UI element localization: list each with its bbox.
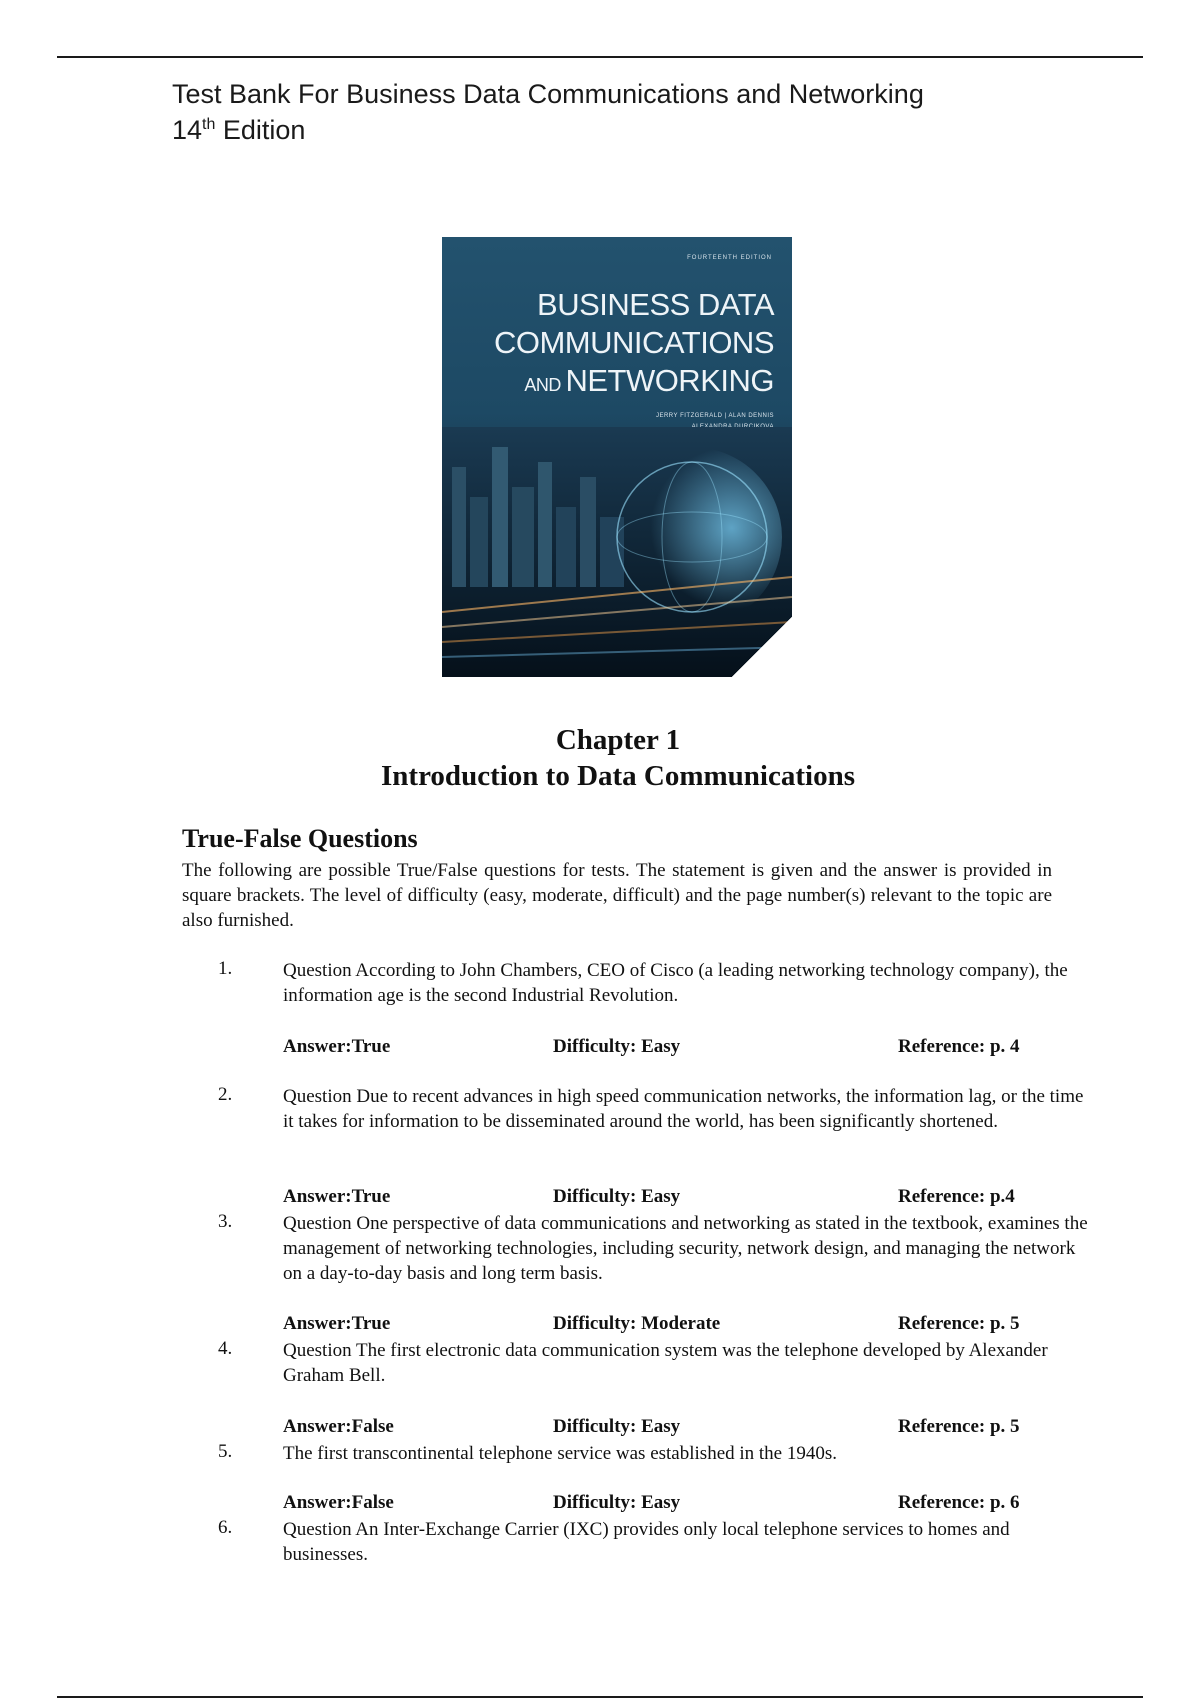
difficulty-label: Difficulty: Moderate [553, 1313, 721, 1334]
question-number: 5. [218, 1441, 233, 1462]
cover-authors-line1: JERRY FITZGERALD | ALAN DENNIS [655, 413, 774, 419]
edition-number: 14 [172, 115, 203, 145]
question-text: Question The first electronic data communication system was the telephone developed by Alexander Graham Bell. [283, 1340, 1048, 1386]
difficulty-label: Difficulty: Easy [553, 1186, 681, 1207]
question-number: 4. [218, 1338, 233, 1359]
reference-label: Reference: p. 4 [898, 1036, 1020, 1057]
reference-label: Reference: p. 6 [898, 1492, 1020, 1513]
answer-label: Answer:False [283, 1492, 394, 1513]
book-cover-image [442, 237, 792, 677]
chapter-number: Chapter 1 [555, 724, 681, 756]
question-text: The first transcontinental telephone service was established in the 1940s. [283, 1443, 838, 1464]
reference-label: Reference: p. 5 [898, 1416, 1020, 1437]
question-text: Question Due to recent advances in high speed communication networks, the information lag, or the time it takes for information to be disseminated around the world, has been significantly shortened. [283, 1086, 1084, 1132]
edition-word: Edition [215, 115, 306, 145]
question-number: 1. [218, 958, 233, 979]
question-number: 3. [218, 1211, 233, 1232]
cover-title-line2: COMMUNICATIONS [493, 325, 774, 360]
question-text: Question An Inter-Exchange Carrier (IXC) provides only local telephone services to homes and businesses. [283, 1519, 1010, 1565]
cover-title-line1: BUSINESS DATA [537, 287, 774, 322]
answer-label: Answer:True [283, 1036, 391, 1057]
page-curl [732, 617, 792, 677]
reference-label: Reference: p.4 [898, 1186, 1015, 1207]
section-intro: The following are possible True/False questions for tests. The statement is given and the answer is provided in square brackets. The level of difficulty (easy, moderate, difficult) and the page number(s) relevant to the topic are also furnished. [182, 860, 1052, 931]
document-title [172, 76, 924, 148]
question-text: Question According to John Chambers, CEO of Cisco (a leading networking technology company), the information age is the second Industrial Revolution. [283, 960, 1068, 1006]
question-number: 2. [218, 1084, 233, 1105]
difficulty-label: Difficulty: Easy [553, 1036, 681, 1057]
question-text: Question One perspective of data communications and networking as stated in the textbook, examines the management of networking technologies, including security, network design, and managing the network on a day-to-day basis and long term basis. [283, 1213, 1088, 1284]
difficulty-label: Difficulty: Easy [553, 1416, 681, 1437]
cover-title-networking: NETWORKING [565, 363, 774, 398]
difficulty-label: Difficulty: Easy [553, 1492, 681, 1513]
reference-label: Reference: p. 5 [898, 1313, 1020, 1334]
answer-label: Answer:True [283, 1186, 391, 1207]
top-rule [57, 56, 1143, 58]
document-title-line1: Test Bank For Business Data Communications and Networking [172, 79, 924, 109]
cover-title-line3 [524, 363, 774, 399]
edition-suffix: th [202, 116, 216, 133]
chapter-title: Introduction to Data Communications [381, 760, 855, 792]
document-title-line2 [172, 112, 924, 148]
section-heading: True-False Questions [182, 824, 418, 853]
question-number: 6. [218, 1517, 233, 1538]
bottom-rule [57, 1696, 1143, 1698]
cover-title-and: AND [524, 375, 566, 395]
answer-label: Answer:True [283, 1313, 391, 1334]
answer-label: Answer:False [283, 1416, 394, 1437]
cover-edition: FOURTEENTH EDITION [687, 255, 772, 261]
